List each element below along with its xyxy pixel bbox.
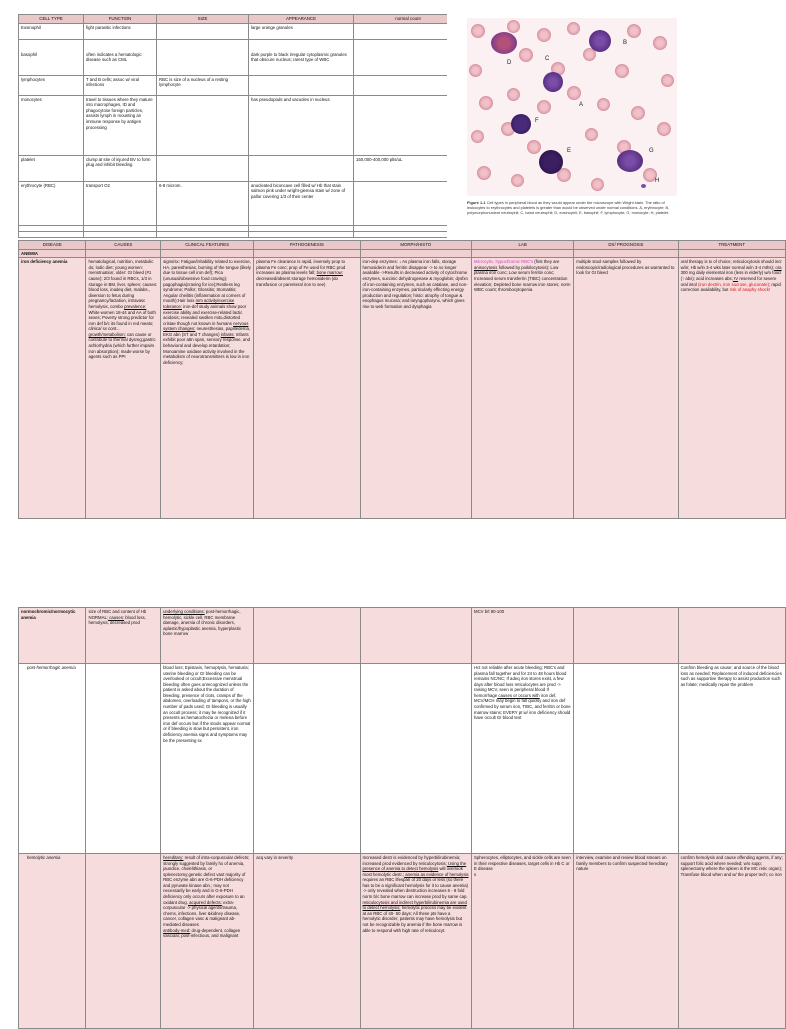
table-row-post-hemorrhagic [19, 664, 786, 854]
header-cell: LAB [472, 241, 574, 250]
disease-table-header [19, 241, 786, 250]
basophil-cell [539, 150, 563, 174]
clinical-features-cell: blood loss; Epistaxis, hemoptysis, hematuria; uterine bleeding or GI bleeding can be overlooked or occult;Excessive menstrual bleeding often goes unrecognized unless the patient is asked about the duration of bleeding, presence of clots, cramps of the abdomen, overloading of tampons, or the high number of pads used; GI bleeding is usually an occult process; it may be recognized if it presents as hematochezia or melena before iron def occurs but if the stools appear normal or if bleeding is slow but persistent, iron deficiency anemia signs and symptoms may be the presenting sx [161, 664, 254, 854]
table-row [19, 23, 463, 39]
dx-prognosis-cell: multiple stool samples followed by endoscopic/radiological procedures as warranted to look for GI bleed [574, 258, 678, 519]
treatment-cell: oral therapy is tx of choice; reticulocytosis should incr w/in; Hb w/in 3-4 wks later normal w/in 3-4 mths); ora 300 mg daily elemental iron (less in elderly) w/o food (↑ abs); acid increases abs; IV reserved for severe oral intol (iron dextrin, iron sucrose, gluconate); rapid correction availability, but risk of anaphy shock! [678, 258, 785, 519]
figure-label-b: B [623, 40, 628, 46]
clinical-features-cell: signs/sx: Fatigue/irritability related to exercise, HA, paresthesias, burning of the tongue (likely due to tissue cell iron def); Pica (unusual/obsessive food craving); pagophagia(craving for ice);Restless leg syndrome; Pallor; Glossitis; Stomatitis; Angular cheilitis (inflammation at corners of mouth);Hair loss mm activity/exercise tolerance: iron-def study animals show poor exercise ability and exercise-related lactic acidosis; revealed swollen mito,distorted cristae though not known in humans nervous system changes: neuresthesias, papilledema, EKG abn (ST and T changes) infants: Infants exhibit poor attn span, sensory response, and behavioral and develop.retardation; Monoamine oxidase activity involved in the metabolism of neurotransmitters is low in iron deficiency; [161, 258, 254, 519]
figure-caption-title: Figure 1-1 [467, 200, 486, 205]
morph-histo-cell: Increased destr is evidenced by hyperbilirubinemia; increased prod evidenced by reticulocytosis; Using the presence of anemia to detect hemolysis will overlook most hemolytic destr.; anemia as evidence of hemolysis requires an RBC lifespan of 20 days or less (so there has to be a significant hemolysis for it to cause anemia) -> only revealed when destruction increases 6 - 8 fold norm b/c bone marrow can increase prod by same cap. reticulocytosis and indirect hyperbilirubinemia are used to detect hemolysis; hemolytic process may be evident at an RBC of 40- 50 days; All these pts have a hemolytic disorder; patients may have hemolysis but not be recognizable by anemia if the bone marrow is able to respond with high rate of reticulocyt. [360, 854, 471, 1029]
cell-appearance: dark purple to black irregular cytoplasmic granules that obscure nucleus; rarest type of WBC [249, 39, 354, 75]
header-cell: DX/ PROGNOSIS [574, 241, 678, 250]
cell-size [157, 23, 249, 39]
dx-prognosis-cell: interview, examine and review blood smears on family members to confirm suspected hereditary nature [574, 854, 678, 1029]
cell-table-header [19, 15, 463, 24]
clinical-features-cell: acq vary in severity [254, 854, 360, 1029]
disease-name: normochromic/normocytic anemia [19, 608, 86, 664]
clinical-features-cell: underlying conditions: post-hemorrhagic, hemolytic, sickle cell, RBC membrane damage, anemia of chronic disorders, aplastic/hypoplastic anemia, hyperplastic bone marrow [161, 608, 254, 664]
header-cell: DISEASE [19, 241, 86, 250]
cell-type: lymphocytes [19, 75, 84, 95]
table-row [19, 75, 463, 95]
cell-function: clump at site of injured BV to form plug and inhibit bleeding [84, 155, 157, 181]
blood-smear-figure [447, 14, 768, 239]
cell-appearance: large orange granules [249, 23, 354, 39]
eosinophil-cell [491, 32, 517, 54]
cell-type: monocytes [19, 95, 84, 155]
header-cell: CAUSES [86, 241, 161, 250]
header-cell: normal count [354, 15, 463, 24]
disease-table-section [18, 240, 782, 519]
section-label: ANEMIA [19, 249, 86, 258]
disease-table [18, 240, 786, 519]
table-row-iron-deficiency [19, 258, 786, 519]
figure-caption [467, 200, 677, 215]
lab-cell: MCV b/t 80-100 [472, 608, 574, 664]
header-cell: SIZE [157, 15, 249, 24]
band-neutrophil-cell [543, 72, 563, 92]
header-cell: CELL TYPE [19, 15, 84, 24]
disease-name: post-hemorrhagic anemia [19, 664, 86, 854]
lab-cell: Microcytic, hypochromic RBC's (first they are anisocytosis followed by poikilocytosis); Low plasma iron conc; Low serum ferritin conc; Increased serum transferrin (TIBC) concentration elevation; Depleted bone marrow iron stores; norm WBC count; thrombocytopenia [472, 258, 574, 519]
cell-type: Eosinophil [19, 23, 84, 39]
header-cell: APPEARANCE [249, 15, 354, 24]
figure-caption-text: Cell types in peripheral blood as they would appear under the microscope with Wright stain. The ratio of leukocytes to erythrocytes and platelets is greater than would be observed under normal conditions. A, erythrocyte; B, polymorphonuclear neutrophil; C, band neutrophil; D, eosinophil; E, basophil; F, lymphocyte; G, monocyte; H, platelet. [467, 200, 670, 216]
table-row [19, 181, 463, 225]
header-cell: FUNCTION [84, 15, 157, 24]
causes-cell: hematological, nutrition, metabolic do; lodic diet; young women: menstruation; older: GI bleed (#1 cause); 2/3 found in RBCs, 1/3 in storage in BM, liver, spleen; causes: blood loss, inadeq diet, malabs., diversion to fetus during pregnancy/lactation, intravasc hemolysis, combo prevalence: White women 18-44 and AA of both sexes; Poverty strong predictor for iron def b/c its found in red meats; clinical sx cont... growth/metabolism: can cause or contribute to thermal dysreg;gastric achlorhydria (which further impairs iron absorption); made worse by agents such as PPI [86, 258, 161, 519]
figure-label-f: F [535, 118, 539, 124]
disease-table-continued [18, 607, 786, 1029]
cell-appearance: has pseudopods and vacuoles in nucleus [249, 95, 354, 155]
table-row [19, 95, 463, 155]
cell-size [157, 39, 249, 75]
cell-count: 150,000-400,000 plts/uL [354, 155, 463, 181]
cell-type: basophil [19, 39, 84, 75]
cell-appearance [249, 155, 354, 181]
micrograph [467, 18, 677, 196]
table-row-normocytic [19, 608, 786, 664]
cell-appearance: anucleated biconcave cell filled w/ Hb that stain salmon pink under wright-giemsa stain w/ zone of pallor covering 1/3 of their center [249, 181, 354, 225]
figure-label-c: C [545, 56, 550, 62]
cell-function: travel to tissues where they mature into macrophages, ID and phagocytose foreign particles, assists lymph in mounting an immune response by antigen processing [84, 95, 157, 155]
morph-histo-cell: iron-dep enzymes: ↓ As plasma iron falls, storage hemosiderin and ferritin disappear -> to no longer available ->Results in decreased activity of cytochrome enzymes, succinic dehydrogenase & myoglobin; dysfxn of iron-containing enzymes, such as catalase, and non-iron-containing enzymes, particularly effecting energy production and regulation; histo: atrophy of tongue & esophagus mucosa; and laryngopharynx, which gives rise to web formation and dysphagia [360, 258, 471, 519]
header-cell: PATHOGENESIS [254, 241, 360, 250]
cell-type-table [18, 14, 463, 238]
lab-cell: Spherocytes, elliptocytes, and sickle cells are seen in their respective diseases, target cells in Hb C or E disease s [472, 854, 574, 1029]
disease-name: iron deficiency anemia [19, 258, 86, 519]
cell-function: T and B cells; assoc w/ viral infections [84, 75, 157, 95]
lab-cell: Hct not reliable after acute bleeding; RBC's and plasma fall together and for 24 to 48 hours blood remains NC/NC; If adeq iron stores exist, a few days after blood loss reticulocytes are prod -> raising MCV, seen in peripheral blood If hemorrhage causes or occurs with iron def, MCV/MCH may begin to fall quickly and iron def confirmed by serum iron, TIBC, and ferritin or bone marrow stains; EVERY pt w/ iron deficiency should have occult GI blood test [472, 664, 574, 854]
lymphocyte-cell [511, 114, 531, 134]
figure-label-h: H [655, 178, 660, 184]
figure-label-d: D [507, 60, 512, 66]
pathogenesis-cell: plasma Fe clearance is rapid, inversely prop to plasma Fe conc; prop of Fe used for RBC prod increases as plasma levels fall; bone marrow: decreased/absent storage hemosiderin (do transfusion or parenteral iron to see) [254, 258, 360, 519]
cell-size [157, 155, 249, 181]
disease-name: hemolytic anemia [19, 854, 86, 1029]
platelet-cell [641, 184, 646, 188]
table-row-hemolytic [19, 854, 786, 1029]
causes-cell: size of RBC and content of Hb NORMAL; causes: blood loss, hemolysis, decreased prod [86, 608, 161, 664]
treatment-cell: confirm hemolysis and cause offending agents, if any; support folic acid where needed; w/o supp; splenectomy where the spleen is the MC retic organ); Transfuse blood when and w/ the proper tech; co iron [678, 854, 785, 1029]
cell-function: fight parasitic infections [84, 23, 157, 39]
cell-appearance [249, 75, 354, 95]
cell-type: erythrocyte (RBC) [19, 181, 84, 225]
disease-table-page-2 [18, 607, 783, 1029]
table-row [19, 39, 463, 75]
header-cell: MORPH/HISTO [360, 241, 471, 250]
cell-size [157, 95, 249, 155]
figure-label-g: G [649, 148, 654, 154]
figure-label-e: E [567, 148, 572, 154]
header-cell: CLINICAL FEATURES [161, 241, 254, 250]
neutrophil-cell [589, 30, 611, 52]
cell-size: RBC is size of a nucleus of a resting lymphocyte [157, 75, 249, 95]
figure-label-a: A [579, 102, 584, 108]
header-cell: TREATMENT [678, 241, 785, 250]
table-row [19, 155, 463, 181]
monocyte-cell [617, 150, 643, 172]
causes-cell: hereditary: result of intra-corpuscular defects; strongly suggested by family hx of anemia, jaundice, cholelithiasis, or splenectomy;genetic defect vast majority of RBC enzyme abn are G-6-PDH deficiency and pyruvate kinase abn.; may not necessarily be early and in G-6-PDH deficiency only occurs after exposure to an oxidant drug. acquired defects: extra-corpuscular -> physical agents/trauma, chems, infections, liver &kidney disease, cancer, collagen vasc & malignant ab-mediated diseases antibody-med: drug-dependent, collagen vascular, post-infectious, and malignant [161, 854, 254, 1029]
cell-function: often indicates a hematologic disease such as CML [84, 39, 157, 75]
cell-type: platelet [19, 155, 84, 181]
treatment-cell: Confirm bleeding as cause; and source of the blood loss as needed; Replacement of induced deficiencies such as supportive therapy to assist production such as folate; medically repair the problem [678, 664, 785, 854]
cell-size: 6-8 microm. [157, 181, 249, 225]
empty-row [19, 231, 463, 237]
section-row-anemia [19, 249, 786, 258]
cell-function: transport O2 [84, 181, 157, 225]
